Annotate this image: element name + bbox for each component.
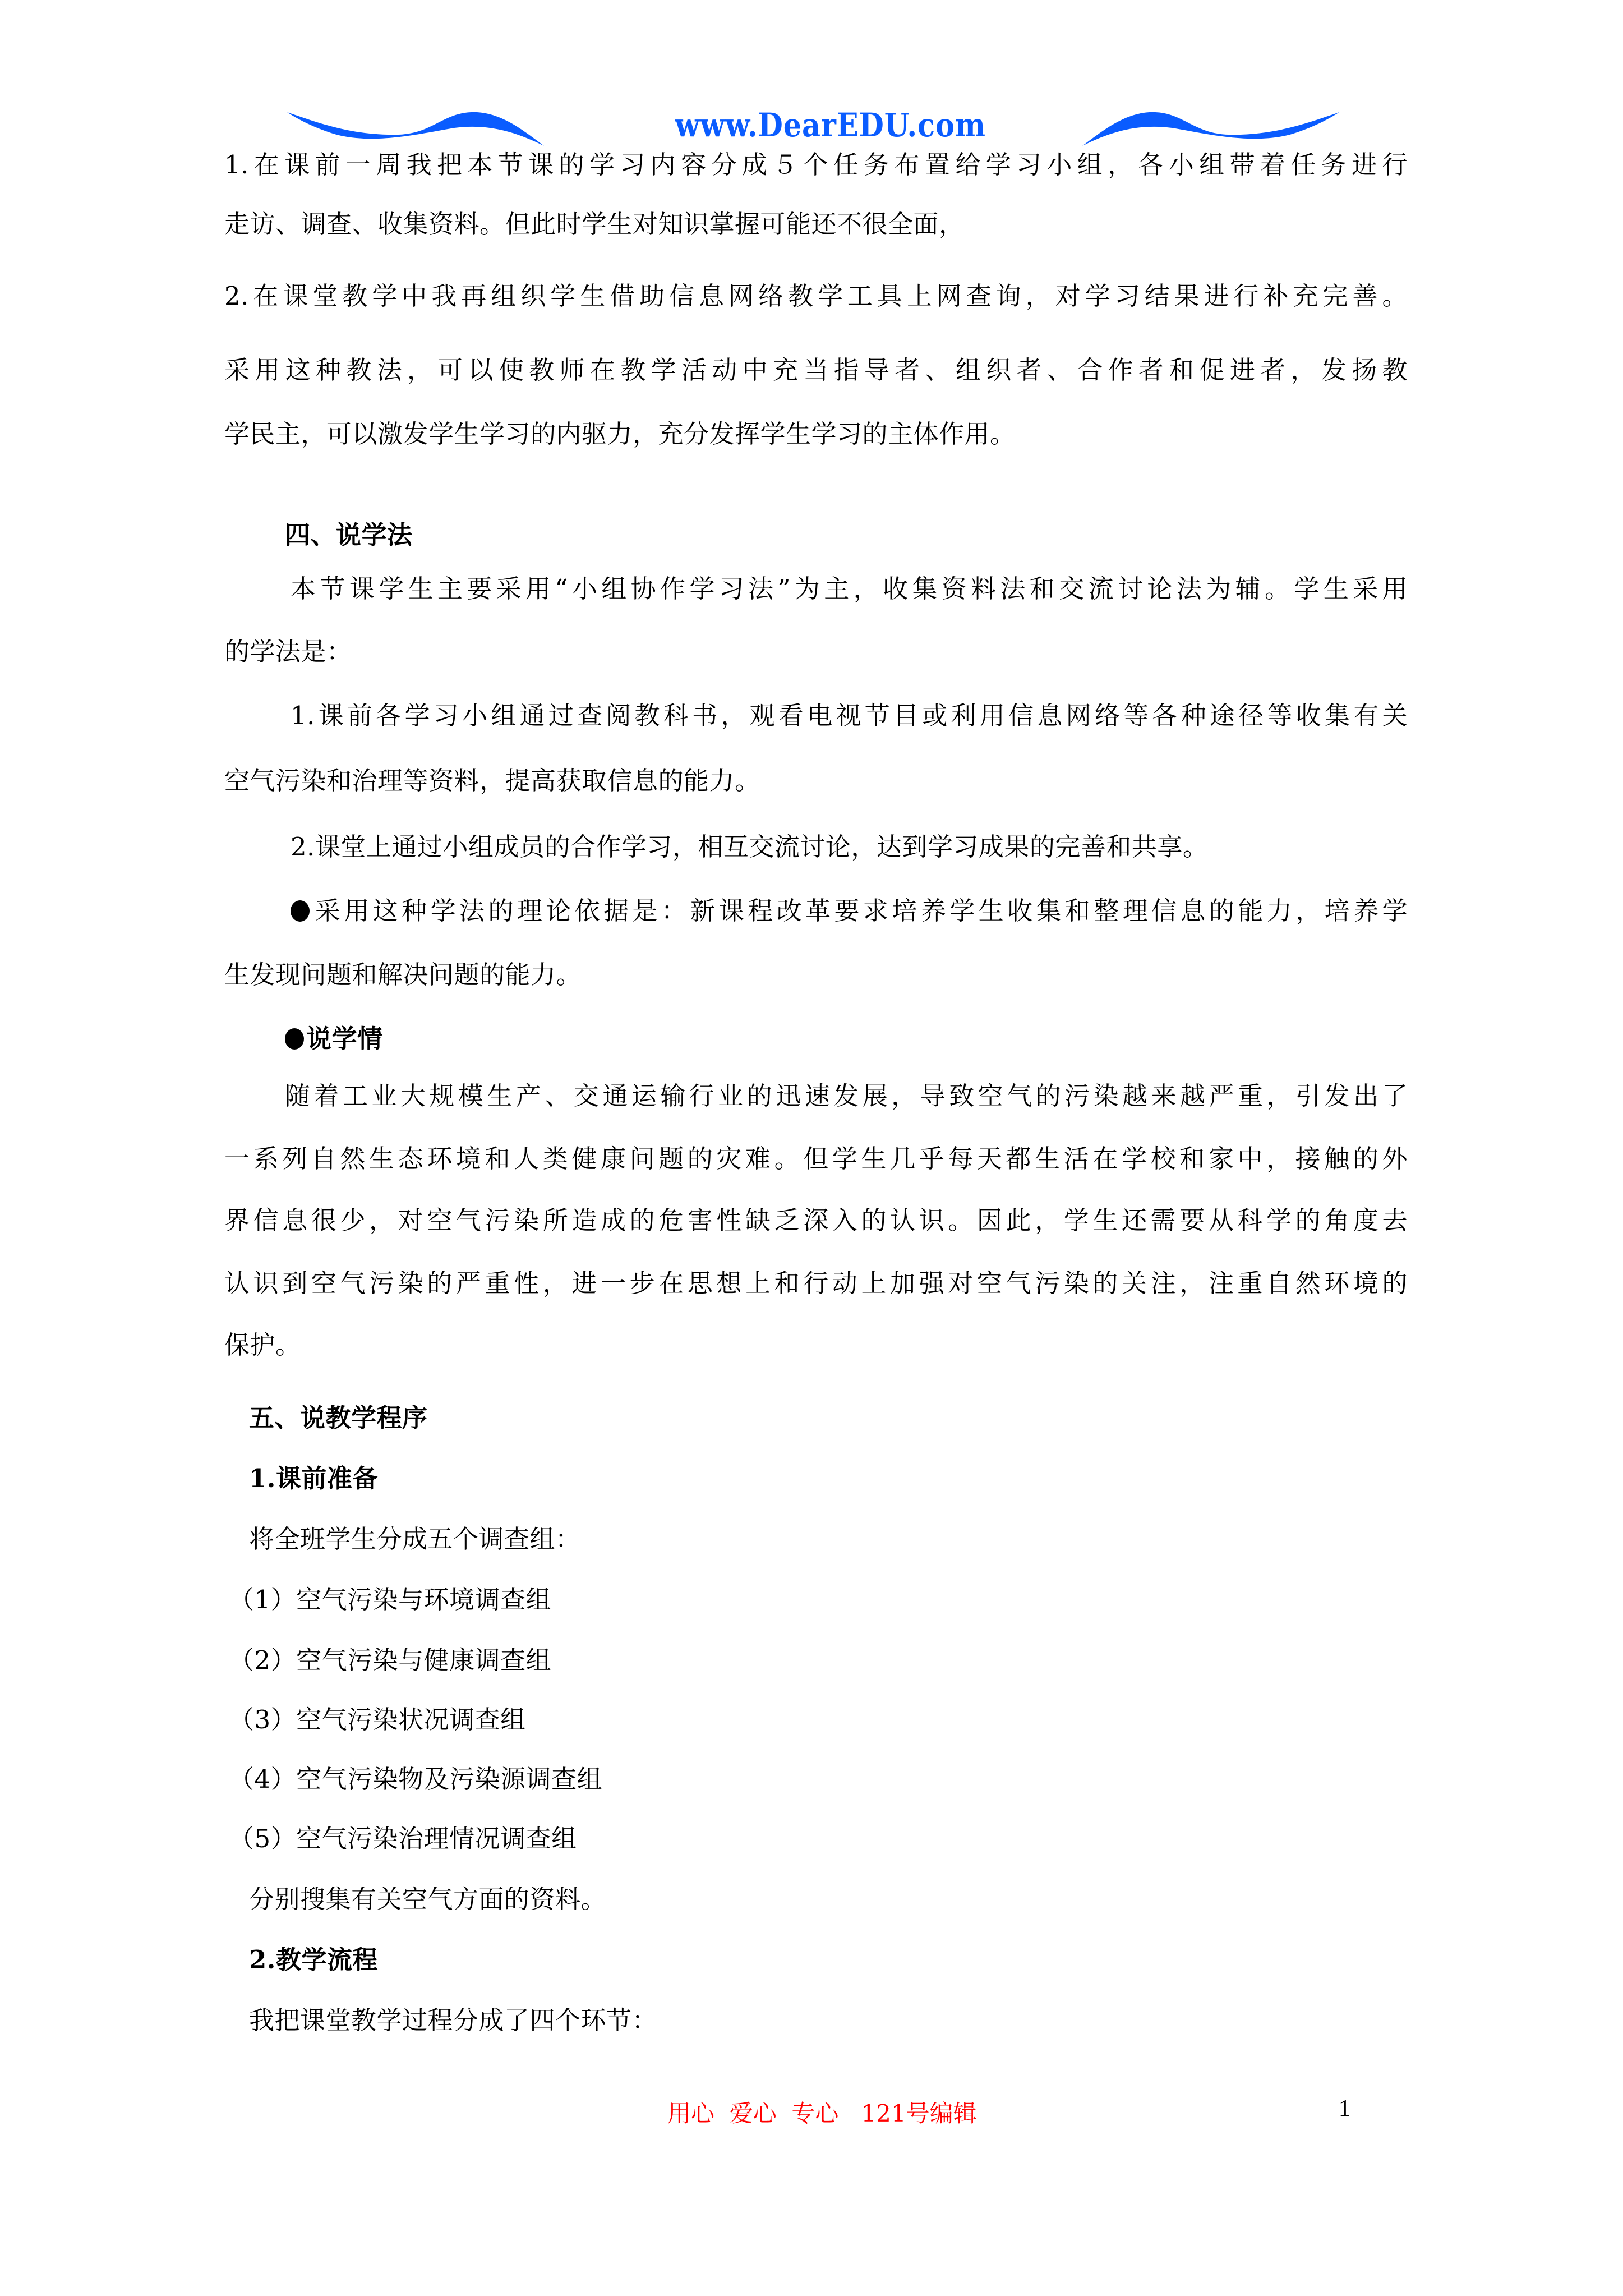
paragraph-text: 学民主，可以激发学生学习的内驱力，充分发挥学生学习的主体作用。 <box>224 419 1016 449</box>
paragraph-text: 采用这种教法，可以使教师在教学活动中充当指导者、组织者、合作者和促进者，发扬教 <box>224 355 1408 385</box>
bullet-icon <box>285 1028 304 1050</box>
paragraph-text: 随着工业大规模生产、交通运输行业的迅速发展，导致空气的污染越来越严重，引发出了 <box>285 1081 1408 1111</box>
subsection-heading: 1.课前准备 <box>249 1464 378 1493</box>
list-item: （2）空气污染与健康调查组 <box>229 1645 552 1675</box>
paragraph-text: 界信息很少，对空气污染所造成的危害性缺乏深入的认识。因此，学生还需要从科学的角度去 <box>224 1205 1408 1235</box>
subsection-heading: 2.教学流程 <box>249 1945 378 1975</box>
paragraph-text: 2.在课堂教学中我再组织学生借助信息网络教学工具上网查询，对学习结果进行补充完善。 <box>224 281 1408 311</box>
paragraph-text: 的学法是： <box>224 637 352 666</box>
paragraph-text: 走访、调查、收集资料。但此时学生对知识掌握可能还不很全面， <box>224 209 965 239</box>
section-heading <box>285 1024 383 1053</box>
paragraph-text: 1.在课前一周我把本节课的学习内容分成５个任务布置给学习小组，各小组带着任务进行 <box>224 150 1408 180</box>
header-banner <box>286 101 1340 146</box>
paragraph-text: 2.课堂上通过小组成员的合作学习，相互交流讨论，达到学习成果的完善和共享。 <box>291 832 1209 862</box>
paragraph-text: 分别搜集有关空气方面的资料。 <box>249 1884 607 1914</box>
paragraph-text <box>291 896 1408 926</box>
bullet-text: 采用这种学法的理论依据是：新课程改革要求培养学生收集和整理信息的能力，培养学 <box>312 896 1408 926</box>
footer-slogan: 用心 爱心 专心 121号编辑 <box>667 2100 977 2127</box>
list-item: （3）空气污染状况调查组 <box>229 1705 526 1734</box>
list-item: （1）空气污染与环境调查组 <box>229 1585 552 1614</box>
bullet-icon <box>291 900 310 922</box>
section-heading: 四、说学法 <box>285 520 413 550</box>
paragraph-text: 1.课前各学习小组通过查阅教科书，观看电视节目或利用信息网络等各种途径等收集有关 <box>291 701 1408 730</box>
page-number: 1 <box>1339 2096 1350 2122</box>
list-item: （5）空气污染治理情况调查组 <box>229 1824 577 1853</box>
paragraph-text: 一系列自然生态环境和人类健康问题的灾难。但学生几乎每天都生活在学校和家中，接触的外 <box>224 1144 1408 1174</box>
paragraph-text: 我把课堂教学过程分成了四个环节： <box>249 2005 658 2035</box>
paragraph-text: 生发现问题和解决问题的能力。 <box>224 960 582 990</box>
site-logo: www.DearEDU.com <box>675 106 986 144</box>
paragraph-text: 将全班学生分成五个调查组： <box>249 1524 581 1554</box>
heading-text: 说学情 <box>306 1024 383 1053</box>
paragraph-text: 空气污染和治理等资料，提高获取信息的能力。 <box>224 766 760 795</box>
paragraph-text: 保护。 <box>224 1330 301 1360</box>
section-heading: 五、说教学程序 <box>249 1403 428 1433</box>
paragraph-text: 认识到空气污染的严重性，进一步在思想上和行动上加强对空气污染的关注，注重自然环境的 <box>224 1268 1408 1298</box>
paragraph-text: 本节课学生主要采用“小组协作学习法”为主，收集资料法和交流讨论法为辅。学生采用 <box>291 574 1408 604</box>
list-item: （4）空气污染物及污染源调查组 <box>229 1764 603 1794</box>
